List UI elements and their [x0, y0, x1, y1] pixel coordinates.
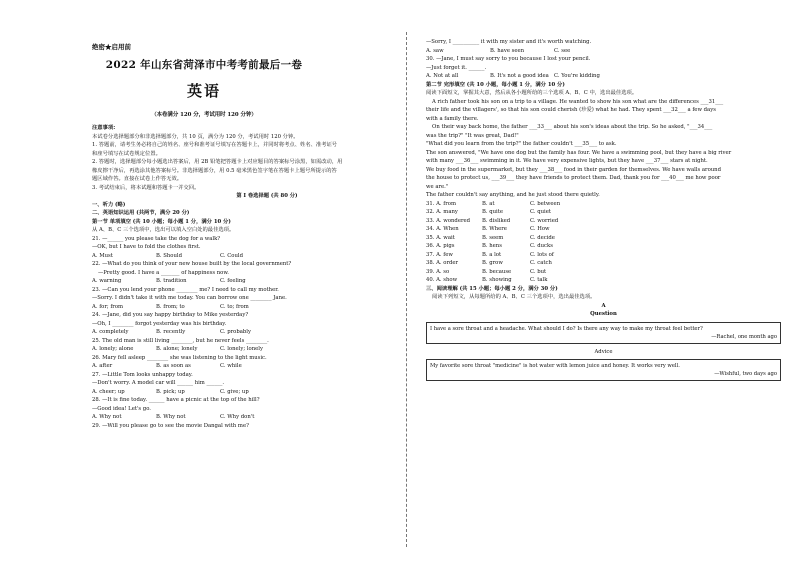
option-row — [92, 303, 442, 312]
option: 32. A. many — [426, 209, 458, 215]
option-row — [92, 362, 442, 371]
advice-label: Advice — [594, 348, 613, 355]
cloze-option-row — [426, 251, 781, 260]
option: C. feeling — [220, 278, 246, 284]
option: A. warning — [92, 278, 122, 284]
option: B. It's not a good idea — [490, 73, 549, 79]
option: A. lonely; alone — [92, 346, 134, 352]
option: C. worried — [530, 217, 559, 224]
option: A. cheer; up — [92, 388, 125, 395]
text-line: the house to protect us, ___39___ they have friends to protect them. Dad, thank you for ___40___ me how poor — [426, 175, 721, 181]
question-box-signature: —Rachel, one month ago — [711, 333, 777, 340]
option: B. have seen — [490, 47, 525, 54]
exam-title: 2022 年山东省菏泽市中考考前最后一卷 — [105, 59, 303, 71]
text-line: —Good idea! Let's go. — [92, 405, 151, 412]
option: 35. A. wait — [426, 234, 455, 241]
text-line: A rich father took his son on a trip to a village. He wanted to show his son what are the differences ___31___ — [432, 98, 724, 105]
option: C. talk — [530, 277, 548, 283]
text-line: A — [601, 302, 606, 309]
score-note: （本卷满分 120 分，考试用时 120 分钟） — [151, 112, 257, 118]
option: B. pick; up — [156, 388, 185, 395]
text-line: 本试卷分选择题部分和非选择题部分，共 10 页，满分为 120 分，考试用时 120 分钟。 — [92, 133, 299, 140]
text-line: 2. 答题时，选择题部分每小题选出答案后，用 2B 铅笔把答题卡上对应题目的答案标号涂黑，如需改动，用 — [92, 159, 343, 165]
text-line: 橡皮擦干净后，再选涂其他答案标号。非选择题部分，用 0.5 毫米黑色签字笔在答题卡上题号所提示的答 — [92, 167, 337, 174]
option: B. disliked — [482, 217, 511, 224]
option: 37. A. few — [426, 251, 453, 258]
text-line: 23. —Can you lend your phone ________ me? I need to call my mother. — [92, 286, 279, 293]
column-divider — [406, 32, 407, 547]
text-line: 30. —Jane, I must say sorry to you because I lost your pencil. — [426, 56, 591, 62]
option: 33. A. wondered — [426, 217, 471, 224]
option: A. Why not — [92, 414, 122, 420]
text-line: 阅读下面短文，掌握其大意，然后从各小题所给的三个选项 A、B、C 中，选出最佳选项。 — [426, 90, 638, 96]
option: C. lonely; lonely — [220, 346, 263, 352]
option: C. quiet — [530, 209, 551, 215]
text-line: —Don't worry. A model car will ______ him ______. — [92, 380, 225, 386]
cloze-option-row — [426, 242, 781, 251]
option: 34. A. When — [426, 226, 459, 232]
advice-box-signature: —Wishful, two days ago — [714, 371, 777, 377]
option: B. quite — [482, 209, 504, 215]
option: A. completely — [92, 329, 129, 335]
cloze-option-row — [426, 234, 781, 243]
text-line: 第 I 卷选择题 (共 80 分) — [236, 193, 298, 199]
option-row — [92, 328, 442, 337]
right-column — [418, 0, 778, 562]
option: 39. A. so — [426, 268, 450, 275]
option: C. between — [530, 200, 561, 207]
cloze-option-row — [426, 268, 781, 277]
text-line: 阅读下列短文，从每题所给的 A、B、C 三个选项中，选出最佳选项。 — [432, 294, 596, 300]
text-line: 28. —It is fine today. ______ have a picnic at the top of the hill? — [92, 397, 260, 403]
option: C. catch — [530, 260, 552, 266]
text-line: 21. —______ you please take the dog for a walk? — [92, 235, 221, 242]
option: C. give; up — [220, 388, 249, 395]
cloze-option-row — [426, 217, 781, 226]
text-line: —Oh, I ________ forgot yesterday was his birthday. — [92, 320, 227, 327]
option: C. lots of — [530, 251, 554, 258]
option-row — [92, 345, 442, 354]
option-row — [92, 277, 442, 286]
option: B. hens — [482, 243, 502, 249]
option-row — [92, 252, 442, 261]
text-line: 29. —Will you please go to see the movie Dangal with me? — [92, 422, 249, 429]
text-line: 27. —Little Tom looks unhappy today. — [92, 371, 193, 378]
text-line: 第一节 单项填空 (共 10 小题；每小题 1 分，满分 10 分) — [92, 218, 231, 225]
text-line: 24. —Jane, did you say happy birthday to Mike yesterday? — [92, 312, 249, 318]
option: A. for; from — [92, 303, 124, 310]
option: 31. A. from — [426, 200, 457, 207]
advice-box — [426, 359, 781, 381]
option: 38. A. order — [426, 260, 459, 266]
option: B. recently — [156, 329, 186, 335]
option-row — [92, 388, 442, 397]
option: 40. A. show — [426, 277, 458, 283]
text-line: —Sorry. I didn't take it with me today. You can borrow one ________ Jane. — [92, 295, 287, 301]
option: A. saw — [426, 47, 444, 54]
text-line: On their way back home, the father ___33___ about his son's ideas about the trip. So he asked, "___34___ — [432, 124, 713, 130]
option: C. to; from — [220, 303, 249, 310]
option: B. grow — [482, 260, 503, 266]
text-line: 1. 答题前，请考生务必将自己的姓名、座号和准考证号填写在答题卡上，并同时将考点、姓名、准考证号 — [92, 142, 338, 148]
text-line: 和座号填写在试卷规定位置。 — [92, 150, 161, 157]
option: B. Should — [156, 252, 182, 259]
cloze-option-row — [426, 208, 781, 217]
text-line: Question — [590, 311, 617, 317]
option-row — [426, 72, 781, 81]
option: 36. A. pigs — [426, 243, 455, 249]
text-line: —Just forget it. ______. — [426, 64, 487, 71]
text-line: we are." — [426, 183, 449, 190]
cloze-option-row — [426, 259, 781, 268]
option: A. Not at all — [426, 73, 459, 79]
option: C. decide — [530, 234, 555, 241]
option: C. see — [554, 47, 571, 54]
text-line: 3. 考试结束后，将本试题和答题卡一并交回。 — [92, 184, 200, 191]
confidential-seal: 绝密★启用前 — [92, 43, 131, 51]
option-row — [92, 413, 442, 422]
text-line: 22. —What do you think of your new house built by the local government? — [92, 261, 292, 267]
text-line: 注意事项: — [92, 125, 116, 131]
option: B. seem — [482, 234, 504, 241]
option: B. tradition — [156, 278, 187, 284]
option: B. showing — [482, 277, 512, 283]
advice-box-text: My favorite sore throat "medicine" is hot water with lemon juice and honey. It works very well. — [430, 363, 680, 369]
text-line: We buy food in the supermarket, but they ___38___ food in their garden for themselves. We have walls around — [426, 166, 721, 173]
text-line: The father couldn't say anything, and he just stood there quietly. — [426, 192, 600, 198]
text-line: 第二节 完形填空 (共 10 小题，每小题 1 分，满分 10 分) — [426, 81, 565, 88]
text-line: 题区域作答。直接在试卷上作答无效。 — [92, 176, 183, 182]
option: B. Where — [482, 226, 507, 232]
text-line: with many ___36___ swimming in it. We have very expensive lights, but they have ___37___ stars at night. — [426, 158, 708, 164]
text-line: 二、英语知识运用 (共两节，满分 20 分) — [92, 210, 190, 216]
text-line: "What did you learn from the trip?" the father couldn't ___35___ to ask. — [426, 141, 617, 147]
option: B. from; to — [156, 303, 185, 310]
text-line: 一、听力 (略) — [92, 201, 126, 208]
text-line: The son answered, "We have one dog but the family has four. We have a swimming pool, but they have a big river — [426, 149, 732, 156]
text-line: —Pretty good. I have a _______ of happiness now. — [98, 269, 229, 276]
text-line: —OK, but I have to fold the clothes first. — [92, 244, 201, 250]
text-line: their life and the villagers', so that his son could cherish (珍爱) what he had. They spent ___32___ a few days — [426, 107, 716, 113]
option: C. You're kidding — [554, 73, 600, 79]
text-line: 26. Mary fell asleep ________ she was listening to the light music. — [92, 354, 267, 361]
option: C. How — [530, 226, 550, 232]
text-line: 25. The old man is still living ________, but he never feels ________. — [92, 337, 269, 344]
option: B. at — [482, 200, 495, 207]
option: B. Why not — [156, 414, 186, 420]
option-row — [426, 47, 781, 56]
option: C. Why don't — [220, 414, 255, 420]
left-body-text — [92, 124, 442, 430]
option: C. Could — [220, 252, 243, 259]
subject-title: 英语 — [186, 82, 221, 100]
right-body-text — [426, 38, 781, 381]
left-column — [18, 0, 390, 562]
text-line: —Sorry, I __________ it with my sister and it's worth watching. — [426, 39, 592, 45]
option: C. while — [220, 363, 242, 369]
text-line: 三、阅读理解 (共 15 小题；每小题 2 分，满分 30 分) — [426, 285, 558, 292]
option: B. a lot — [482, 251, 502, 258]
option: A. after — [92, 363, 113, 369]
question-box — [426, 322, 781, 344]
option: B. alone; lonely — [156, 346, 198, 352]
cloze-option-row — [426, 276, 781, 285]
question-box-text: I have a sore throat and a headache. What should I do? Is there any way to make my throat feel better? — [430, 325, 703, 332]
option: A. Must — [92, 252, 113, 259]
cloze-option-row — [426, 225, 781, 234]
option: C. probably — [220, 329, 251, 335]
text-line: 从 A、B、C 三个选项中，选出可以填入空白处的最佳选项。 — [92, 227, 235, 233]
option: C. ducks — [530, 243, 553, 249]
text-line: with a family there. — [426, 115, 479, 122]
text-line: was the trip?" "It was great, Dad!" — [426, 132, 519, 139]
cloze-option-row — [426, 200, 781, 209]
option: B. as soon as — [156, 363, 191, 369]
option: B. because — [482, 268, 512, 275]
option: C. but — [530, 268, 547, 275]
